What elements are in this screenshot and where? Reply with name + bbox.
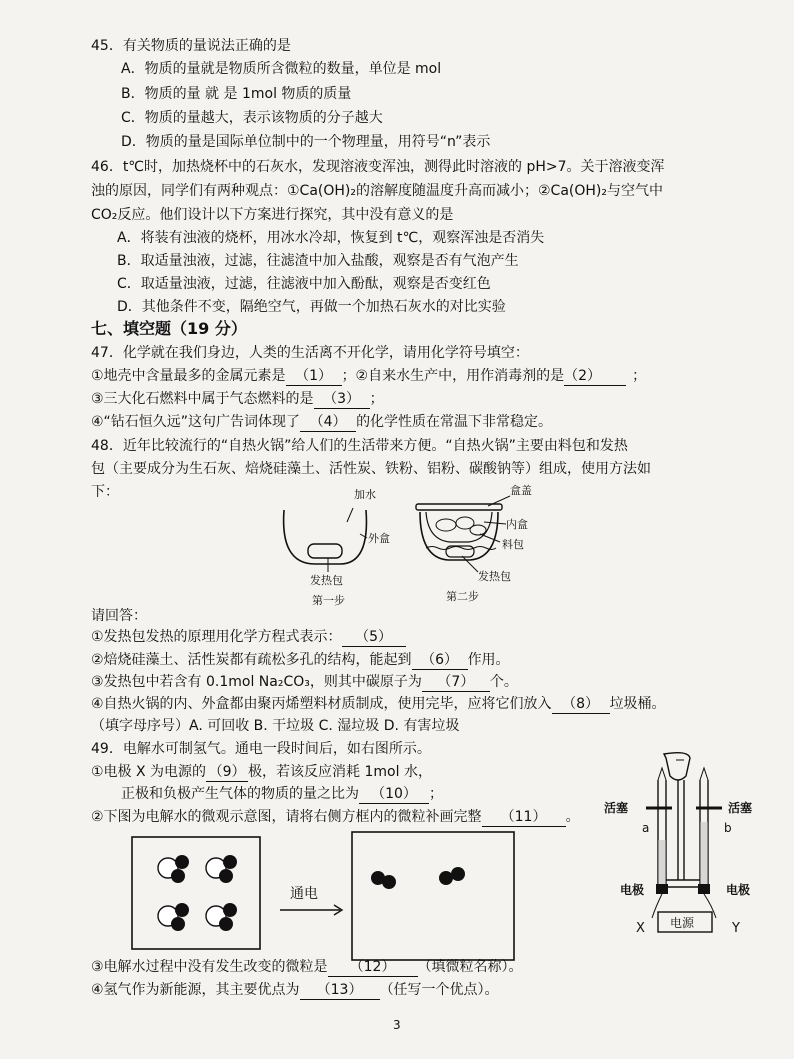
q48-answer-prompt: 请回答： bbox=[91, 608, 147, 624]
label-y: Y bbox=[732, 921, 740, 936]
q45-stem: 45．有关物质的量说法正确的是 bbox=[91, 38, 291, 54]
q48-stem-line3: 下： bbox=[91, 484, 119, 500]
q45-option-a: A．物质的量就是物质所含微粒的数量，单位是 mol bbox=[121, 61, 442, 77]
water-molecule bbox=[206, 903, 237, 931]
label-heat-pack: 发热包 bbox=[310, 574, 343, 587]
left-box bbox=[132, 837, 260, 949]
water-molecule bbox=[206, 855, 237, 883]
label-b: b bbox=[724, 821, 732, 835]
q46-stem-line2: 浊的原因，同学们有两种观点：①Ca(OH)₂的溶解度随温度升高而减小；②Ca(OH)₂与空气中 bbox=[91, 183, 663, 199]
q48-sub4: ④自热火锅的内、外盒都由聚丙烯塑料材质制成，使用完毕，应将它们放入 （8） 垃圾桶。 bbox=[91, 696, 666, 712]
water-molecule bbox=[158, 903, 189, 931]
q49-stem: 49．电解水可制氢气。通电一段时间后，如右图所示。 bbox=[91, 741, 431, 757]
label-outer-box: 外盒 bbox=[368, 532, 390, 545]
q48-stem-line2: 包（主要成分为生石灰、焙烧硅藻土、活性炭、铁粉、铝粉、碳酸钠等）组成，使用方法如 bbox=[91, 461, 651, 477]
step2-lid bbox=[416, 504, 502, 510]
blank-5[interactable]: （5） bbox=[342, 629, 406, 647]
q47-stem: 47．化学就在我们身边，人类的生活离不开化学，请用化学符号填空： bbox=[91, 345, 529, 361]
q48-sub2: ②焙烧硅藻土、活性炭都有疏松多孔的结构，能起到 （6） 作用。 bbox=[91, 652, 510, 668]
electrolysis-apparatus bbox=[600, 750, 760, 940]
section-heading: 七、填空题（19 分） bbox=[91, 319, 247, 338]
q46-stem-line3: CO₂反应。他们设计以下方案进行探究，其中没有意义的是 bbox=[91, 207, 454, 223]
label-step2: 第二步 bbox=[446, 590, 479, 603]
blank-3[interactable]: （3） bbox=[314, 391, 370, 409]
hydrogen-molecule bbox=[439, 867, 465, 885]
blank-11[interactable]: （11） bbox=[482, 809, 566, 827]
q45-option-d: D．物质的量是国际单位制中的一个物理量，用符号“n”表示 bbox=[121, 134, 491, 150]
label-lid: 盒盖 bbox=[510, 484, 532, 497]
blank-1[interactable]: （1） bbox=[286, 368, 342, 386]
label-step1: 第一步 bbox=[312, 594, 345, 607]
q46-stem-line1: 46．t℃时，加热烧杯中的石灰水，发现溶液变浑浊，测得此时溶液的 pH>7。关于溶液变浑 bbox=[91, 159, 665, 175]
blank-8[interactable]: （8） bbox=[552, 696, 610, 714]
label-stopcock-right: 活塞 bbox=[728, 801, 753, 815]
q45-option-b: B．物质的量 就 是 1mol 物质的质量 bbox=[121, 86, 352, 102]
q49-sub3: ③电解水过程中没有发生改变的微粒是 （12） （填微粒名称）。 bbox=[91, 959, 523, 975]
label-stopcock-left: 活塞 bbox=[604, 801, 629, 815]
q46-option-d: D．其他条件不变，隔绝空气，再做一个加热石灰水的对比实验 bbox=[117, 299, 506, 315]
q47-line3: ③三大化石燃料中属于气态燃料的是 （3） ； bbox=[91, 391, 384, 407]
label-electrode-left: 电极 bbox=[620, 883, 645, 897]
q47-line4: ④“钻石恒久远”这句广告词体现了 （4） 的化学性质在常温下非常稳定。 bbox=[91, 414, 553, 430]
label-a: a bbox=[642, 821, 650, 835]
reservoir-funnel bbox=[664, 753, 690, 780]
water-molecule bbox=[158, 855, 189, 883]
q48-sub1: ①发热包发热的原理用化学方程式表示： （5） bbox=[91, 627, 406, 647]
label-power: 电源 bbox=[670, 916, 695, 930]
label-inner-box: 内盒 bbox=[506, 518, 528, 531]
page-number: 3 bbox=[393, 1018, 401, 1032]
q49-sub4: ④氢气作为新能源，其主要优点为 （13） （任写一个优点）。 bbox=[91, 982, 499, 998]
hydrogen-molecule bbox=[371, 871, 396, 889]
right-box bbox=[352, 832, 514, 960]
blank-4[interactable]: （4） bbox=[300, 414, 356, 432]
q48-choices: （填字母序号）A. 可回收 B. 干垃圾 C. 湿垃圾 D. 有害垃圾 bbox=[91, 718, 460, 734]
arrow-label: 通电 bbox=[290, 886, 318, 902]
micro-diagram bbox=[130, 832, 590, 962]
q46-option-a: A．将装有浊液的烧杯，用冰水冷却，恢复到 t℃，观察浑浊是否消失 bbox=[117, 230, 545, 246]
step1-heat-pack bbox=[308, 544, 342, 558]
q46-option-b: B．取适量浊液，过滤，往滤渣中加入盐酸，观察是否有气泡产生 bbox=[117, 253, 519, 269]
blank-6[interactable]: （6） bbox=[412, 652, 468, 670]
blank-12[interactable]: （12） bbox=[328, 959, 418, 977]
q49-sub2: ②下图为电解水的微观示意图，请将右侧方框内的微粒补画完整 （11） 。 bbox=[91, 809, 580, 825]
q45-option-c: C．物质的量越大，表示该物质的分子越大 bbox=[121, 110, 383, 126]
q49-sub1-cont: 正极和负极产生气体的物质的量之比为 （10） ； bbox=[121, 786, 443, 802]
q48-sub3: ③发热包中若含有 0.1mol Na₂CO₃，则其中碳原子为 （7） 个。 bbox=[91, 674, 518, 690]
blank-13[interactable]: （13） bbox=[300, 982, 380, 1000]
blank-2[interactable]: （2） bbox=[564, 368, 626, 386]
label-add-water: 加水 bbox=[354, 488, 376, 501]
q46-option-c: C．取适量浊液，过滤，往滤液中加入酚酞，观察是否变红色 bbox=[117, 276, 491, 292]
hotpot-figure bbox=[270, 480, 530, 610]
label-x: X bbox=[636, 921, 645, 936]
label-electrode-right: 电极 bbox=[726, 883, 751, 897]
blank-10[interactable]: （10） bbox=[359, 786, 429, 804]
label-food-pack: 料包 bbox=[502, 538, 524, 551]
q47-line2: ①地壳中含量最多的金属元素是 （1） ；②自来水生产中，用作消毒剂的是（2） ； bbox=[91, 368, 647, 384]
blank-9[interactable]: （9） bbox=[206, 764, 248, 782]
q49-sub1: ①电极 X 为电源的 （9） 极，若该反应消耗 1mol 水， bbox=[91, 764, 432, 780]
step1-outer-box bbox=[284, 510, 367, 564]
label-heat-pack-2: 发热包 bbox=[478, 570, 511, 583]
q48-stem-line1: 48．近年比较流行的“自热火锅”给人们的生活带来方便。“自热火锅”主要由料包和发热 bbox=[91, 438, 628, 454]
blank-7[interactable]: （7） bbox=[422, 674, 490, 692]
